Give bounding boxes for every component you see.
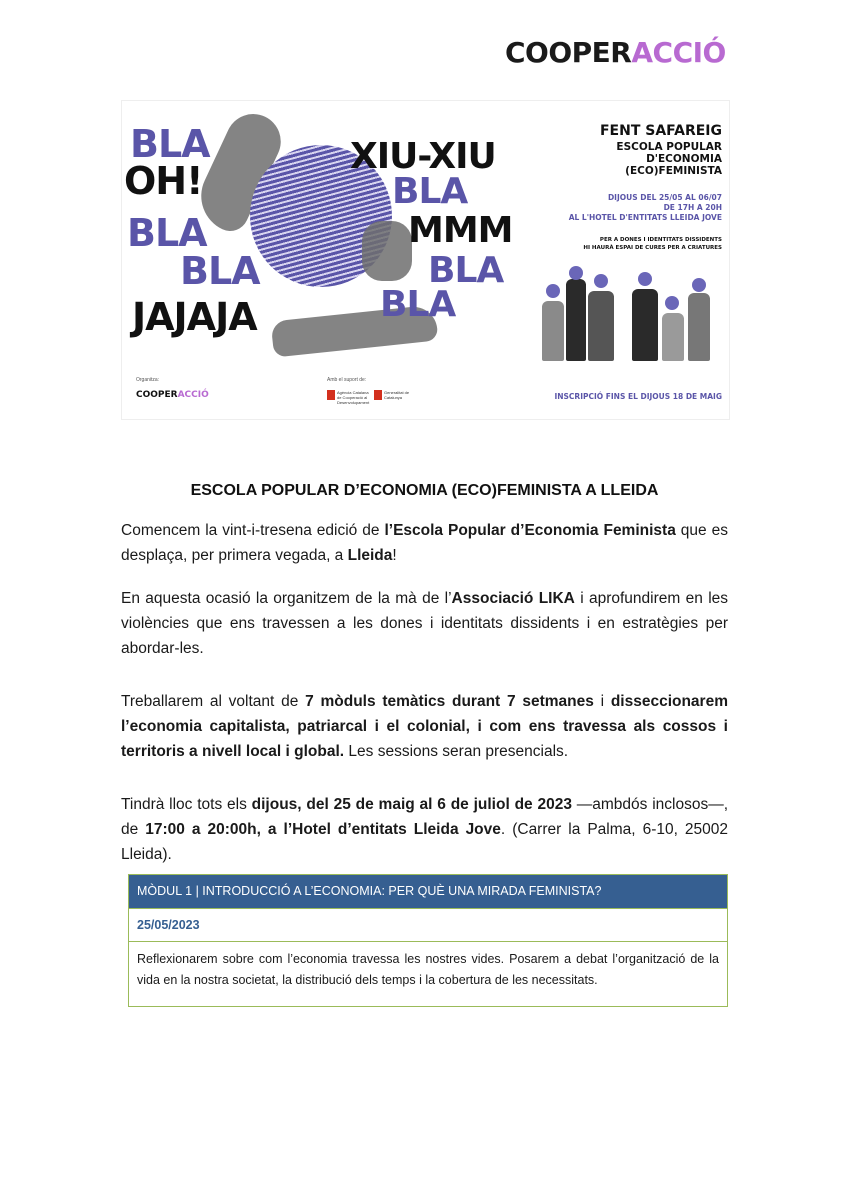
p3-bold-dissect: disseccionarem l’economia capitalista, patriarcal i el colonial, i com ens travessa als cossos i territoris a nivell local i global. <box>121 693 728 760</box>
banner-subtitle-2: D'ECONOMIA (ECO)FEMINISTA <box>625 153 722 177</box>
support-1-text: Agència Catalana de Cooperació al Desenvolupament <box>337 390 370 405</box>
banner-title-block <box>552 123 722 177</box>
figure-5-mask <box>665 296 679 310</box>
event-banner <box>121 100 730 420</box>
banner-target-1: PER A DONES I IDENTITATS DISSIDENTS <box>599 237 722 243</box>
banner-subtitle-1: ESCOLA POPULAR <box>616 141 722 153</box>
banner-target-block <box>542 236 722 252</box>
module-1-date: 25/05/2023 <box>129 909 727 942</box>
organizer-logo-main: COOPER <box>136 390 178 400</box>
banner-word-jajaja: JAJAJA <box>132 295 257 339</box>
p4-bold-dates: dijous, del 25 de maig al 6 de juliol de 2023 <box>251 796 572 813</box>
organizer-logo-accent: ACCIÓ <box>177 390 209 400</box>
banner-date-3: AL L'HOTEL D'ENTITATS LLEIDA JOVE <box>568 213 722 222</box>
figures-illustration <box>522 256 727 361</box>
figure-1 <box>542 301 564 361</box>
banner-word-bla-4: BLA <box>392 171 468 212</box>
cooperaccio-logo <box>505 36 726 69</box>
logo-accent: ACCIÓ <box>631 36 726 69</box>
document-title: ESCOLA POPULAR D’ECONOMIA (ECO)FEMINISTA A LLEIDA <box>190 482 659 499</box>
banner-title: FENT SAFAREIG <box>599 123 722 139</box>
p1-bold-school: l’Escola Popular d’Economia Feminista <box>384 522 676 539</box>
banner-word-mmm: MMM <box>408 210 513 251</box>
hand-illustration-right <box>362 221 412 281</box>
banner-word-oh: OH! <box>124 159 203 203</box>
p4-bold-time-place: 17:00 a 20:00h, a l’Hotel d’entitats Lleida Jove <box>145 821 501 838</box>
figure-4 <box>632 289 658 361</box>
figure-4-mask <box>638 272 652 286</box>
figure-6 <box>688 293 710 361</box>
p2-text-a: En aquesta ocasió la organitzem de la mà de l’ <box>121 590 452 607</box>
banner-inscription: INSCRIPCIÓ FINS EL DIJOUS 18 DE MAIG <box>554 392 722 401</box>
banner-word-bla-6: BLA <box>380 284 456 325</box>
p3-text-a: Treballarem al voltant de <box>121 693 306 710</box>
banner-date-1: DIJOUS DEL 25/05 AL 06/07 <box>607 193 722 202</box>
banner-date-block <box>542 193 722 223</box>
p4-text-c: —ambdós inclosos—, de <box>121 796 729 838</box>
figure-1-mask <box>546 284 560 298</box>
paragraph-intro <box>121 518 728 568</box>
generalitat-emblem-icon <box>374 390 382 400</box>
banner-target-2: HI HAURÀ ESPAI DE CURES PER A CRIATURES <box>583 245 722 251</box>
p2-bold-lika: Associació LIKA <box>451 590 575 607</box>
paragraph-schedule <box>121 792 728 867</box>
figure-3-mask <box>594 274 608 288</box>
p3-text-c: i <box>593 693 611 710</box>
p3-bold-modules: 7 mòduls temàtics durant 7 setmanes <box>305 693 594 710</box>
p3-text-e: Les sessions seran presencials. <box>344 743 569 760</box>
support-2-text: Generalitat de Catalunya <box>384 390 410 400</box>
p1-text-a: Comencem la vint-i-tresena edició de <box>121 522 385 539</box>
module-1-header: MÒDUL 1 | INTRODUCCIÓ A L’ECONOMIA: PER QUÈ UNA MIRADA FEMINISTA? <box>129 875 727 909</box>
banner-word-xiu-xiu: XIU-XIU <box>350 136 496 177</box>
figure-2-mask <box>569 266 583 280</box>
support-label: Amb el suport de: <box>327 377 367 383</box>
p4-text-a: Tindrà lloc tots els <box>121 796 252 813</box>
p1-bold-lleida: Lleida <box>347 547 393 564</box>
module-1-description: Reflexionarem sobre com l’economia travessa les nostres vides. Posarem a debat l’organització de la vida en la nostra societat, la distribució dels temps i la cobertura de les necessitats. <box>137 952 719 987</box>
figure-3 <box>588 291 614 361</box>
banner-word-bla-3: BLA <box>180 249 260 293</box>
figure-5 <box>662 313 684 361</box>
banner-word-bla-5: BLA <box>428 250 504 291</box>
p4-text-e: . (Carrer la Palma, 6-10, 25002 Lleida). <box>121 821 729 863</box>
module-1-table <box>128 874 728 1007</box>
p1-text-c: que es desplaça, per primera vegada, a <box>121 522 728 564</box>
logo-main: COOPER <box>505 36 632 69</box>
organizer-label: Organitza: <box>136 377 160 383</box>
banner-date-2: DE 17H A 20H <box>663 203 722 212</box>
banner-word-bla-1: BLA <box>130 122 210 166</box>
p1-text-e: ! <box>392 547 397 564</box>
p2-text-c: i aprofundirem en les violències que ens travessen a les dones i identitats dissidents i en estratègies per abordar-les. <box>121 590 729 657</box>
figure-6-mask <box>692 278 706 292</box>
paragraph-organization <box>121 586 728 661</box>
banner-word-bla-2: BLA <box>127 211 207 255</box>
figure-2 <box>566 279 586 361</box>
acccd-emblem-icon <box>327 390 335 400</box>
organizer-logo <box>136 390 209 400</box>
paragraph-modules <box>121 689 728 764</box>
